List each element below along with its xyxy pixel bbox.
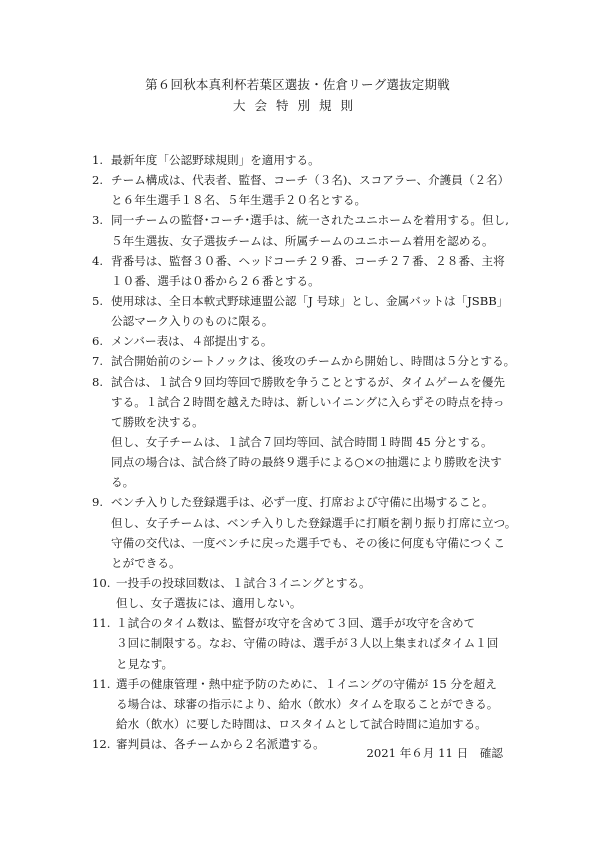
rule-text: ５年生選抜、女子選抜チームは、所属チームのユニホーム着用を認める。 bbox=[111, 233, 494, 248]
rule-text: 但し、女子チームは、ベンチ入りした登録選手に打順を割り振り打席に立つ。 bbox=[111, 515, 517, 530]
rule-text: る。 bbox=[111, 475, 135, 490]
rule-line bbox=[92, 674, 522, 694]
rule-line bbox=[92, 231, 522, 251]
rule-line bbox=[92, 392, 522, 412]
rule-text: 審判員は、各チームから２名派遣する。 bbox=[116, 737, 325, 752]
rule-item bbox=[92, 291, 522, 331]
rule-text: と６年生選手１８名、５年生選手２０名とする。 bbox=[111, 193, 367, 208]
rule-line bbox=[92, 412, 522, 432]
rule-text: る場合は、球審の指示により、給水（飲水）タイムを取ることができる。 bbox=[116, 696, 499, 711]
rule-line bbox=[92, 351, 522, 371]
rule-item bbox=[92, 613, 522, 673]
rule-line bbox=[92, 452, 522, 472]
rule-text: 背番号は、監督３０番、ヘッドコーチ２９番、コーチ２７番、２８番、主将 bbox=[111, 253, 505, 268]
rule-text: 但し、女子チームは、１試合７回均等回、試合時間１時間 45 分とする。 bbox=[111, 434, 493, 449]
rule-text: 最新年度「公認野球規則」を適用する。 bbox=[111, 153, 320, 167]
rule-text: 給水（飲水）に要した時間は、ロスタイムとして試合時間に追加する。 bbox=[116, 716, 487, 731]
rule-text: 試合開始前のシートノックは、後攻のチームから開始し、時間は５分とする。 bbox=[111, 354, 516, 369]
rule-text: 使用球は、全日本軟式野球連盟公認「J 号球」とし、金属バットは「JSBB」 bbox=[111, 293, 509, 308]
rule-line bbox=[92, 593, 522, 613]
rule-text: 但し、女子選抜には、適用しない。 bbox=[116, 596, 302, 611]
rule-number: 2. bbox=[92, 173, 104, 188]
rule-line bbox=[92, 513, 522, 533]
rule-text: １０番、選手は０番から２６番とする。 bbox=[111, 273, 320, 288]
rules-list bbox=[92, 150, 522, 754]
rule-number: 10. bbox=[92, 575, 111, 590]
rule-text: する。１試合２時間を越えた時は、新しいイニングに入らずその時点を持っ bbox=[111, 394, 505, 409]
rule-text: ３回に制限する。なお、守備の時は、選手が３人以上集まればタイム１回 bbox=[116, 636, 499, 651]
rule-line bbox=[92, 271, 522, 291]
confirmation-date: 2021 年６月 11 日 確認 bbox=[366, 746, 503, 760]
rule-number: 7. bbox=[92, 354, 104, 369]
rule-line bbox=[92, 694, 522, 714]
rule-line bbox=[92, 613, 522, 633]
rule-line bbox=[92, 150, 522, 170]
rule-text: メンバー表は、４部提出する。 bbox=[111, 334, 273, 349]
rule-line bbox=[92, 432, 522, 452]
rule-line bbox=[92, 654, 522, 674]
rule-text: とができる。 bbox=[111, 555, 181, 570]
rule-line bbox=[92, 553, 522, 573]
rule-line bbox=[92, 170, 522, 190]
rule-item bbox=[92, 251, 522, 291]
rule-line bbox=[92, 190, 522, 210]
rule-text: て勝敗を決する。 bbox=[111, 414, 204, 429]
rule-text: 試合は、１試合９回均等回で勝敗を争うこととするが、タイムゲームを優先 bbox=[111, 374, 505, 389]
rule-line bbox=[92, 291, 522, 311]
rule-text: 同点の場合は、試合終了時の最終９選手による○×の抽選により勝敗を決す bbox=[111, 455, 502, 470]
rule-item bbox=[92, 372, 522, 493]
rule-number: 3. bbox=[92, 213, 104, 228]
rule-text: 選手の健康管理・熱中症予防のために、１イニングの守備が 15 分を超え bbox=[116, 676, 497, 691]
rule-item bbox=[92, 492, 522, 573]
rule-line bbox=[92, 311, 522, 331]
document-title: 第６回秋本真利杯若葉区選抜・佐倉リーグ選抜定期戦 bbox=[145, 77, 450, 92]
rule-text: 同一チームの監督･コーチ･選手は、統一されたユニホームを着用する。但し, bbox=[111, 213, 509, 228]
rule-number: 6. bbox=[92, 334, 104, 349]
rule-line bbox=[92, 210, 522, 230]
rule-text: １試合のタイム数は、監督が攻守を含めて３回、選手が攻守を含めて bbox=[116, 616, 476, 631]
rule-number: 1. bbox=[92, 153, 104, 167]
rule-line bbox=[92, 251, 522, 271]
rule-line bbox=[92, 633, 522, 653]
rule-number: 4. bbox=[92, 253, 104, 268]
rule-number: 8. bbox=[92, 374, 104, 389]
rule-number: 5. bbox=[92, 293, 104, 308]
rule-line bbox=[92, 331, 522, 351]
rule-text: 一投手の投球回数は、１試合３イニングとする。 bbox=[116, 575, 371, 590]
document-subtitle: 大会特別規則 bbox=[232, 98, 362, 113]
rule-line bbox=[92, 492, 522, 512]
rule-number: 11. bbox=[92, 676, 111, 691]
rule-text: ベンチ入りした登録選手は、必ず一度、打席および守備に出場すること。 bbox=[111, 495, 494, 510]
rule-number: 11. bbox=[92, 616, 111, 631]
rule-text: チーム構成は、代表者、監督、コーチ（３名)、スコアラー、介護員（２名） bbox=[111, 173, 510, 188]
rule-text: 守備の交代は、一度ベンチに戻った選手でも、その後に何度も守備につくこ bbox=[111, 535, 505, 550]
rule-item bbox=[92, 210, 522, 250]
rule-line bbox=[92, 372, 522, 392]
rule-number: 12. bbox=[92, 737, 111, 752]
rule-line bbox=[92, 533, 522, 553]
rule-item bbox=[92, 674, 522, 734]
rule-item bbox=[92, 331, 522, 351]
rule-text: と見なす。 bbox=[116, 656, 174, 671]
rule-item bbox=[92, 170, 522, 210]
rule-item bbox=[92, 573, 522, 613]
rule-item bbox=[92, 351, 522, 371]
rule-line bbox=[92, 714, 522, 734]
rule-text: 公認マーク入りのものに限る。 bbox=[111, 314, 274, 329]
rule-line bbox=[92, 472, 522, 492]
rule-number: 9. bbox=[92, 495, 104, 510]
rule-line bbox=[92, 573, 522, 593]
rule-item bbox=[92, 150, 522, 170]
